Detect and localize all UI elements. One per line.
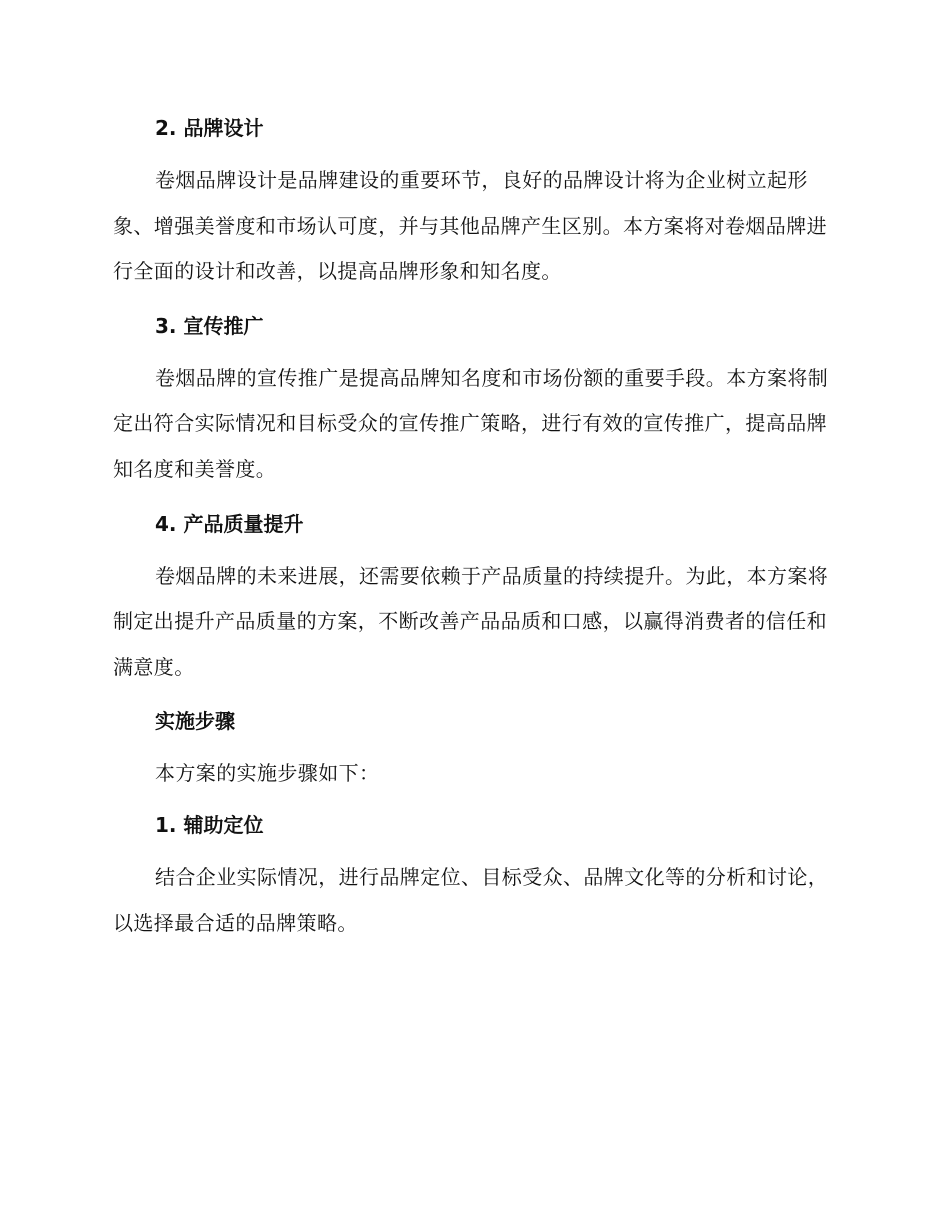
section-body-implementation: 本方案的实施步骤如下：: [155, 761, 380, 786]
section-heading-promotion: 3. 宣传推广: [155, 313, 264, 338]
section-heading-positioning: 1. 辅助定位: [155, 812, 264, 837]
section-body-quality: 卷烟品牌的未来进展，还需要依赖于产品质量的持续提升。为此，本方案将制定出提升产品质量的方案，不断改善产品品质和口感，以赢得消费者的信任和满意度。: [113, 563, 829, 679]
section-body-brand-design: 卷烟品牌设计是品牌建设的重要环节，良好的品牌设计将为企业树立起形象、增强美誉度和市场认可度，并与其他品牌产生区别。本方案将对卷烟品牌进行全面的设计和改善，以提高品牌形象和知名度。: [113, 168, 827, 284]
document-content: [113, 110, 833, 959]
section-body-positioning: 结合企业实际情况，进行品牌定位、目标受众、品牌文化等的分析和讨论，以选择最合适的品牌策略。: [113, 864, 829, 935]
section-heading-quality: 4. 产品质量提升: [155, 511, 304, 536]
section-heading-brand-design: 2. 品牌设计: [155, 116, 264, 140]
section-body-promotion: 卷烟品牌的宣传推广是提高品牌知名度和市场份额的重要手段。本方案将制定出符合实际情况和目标受众的宣传推广策略，进行有效的宣传推广，提高品牌知名度和美誉度。: [113, 365, 829, 481]
section-heading-implementation: 实施步骤: [155, 709, 235, 734]
